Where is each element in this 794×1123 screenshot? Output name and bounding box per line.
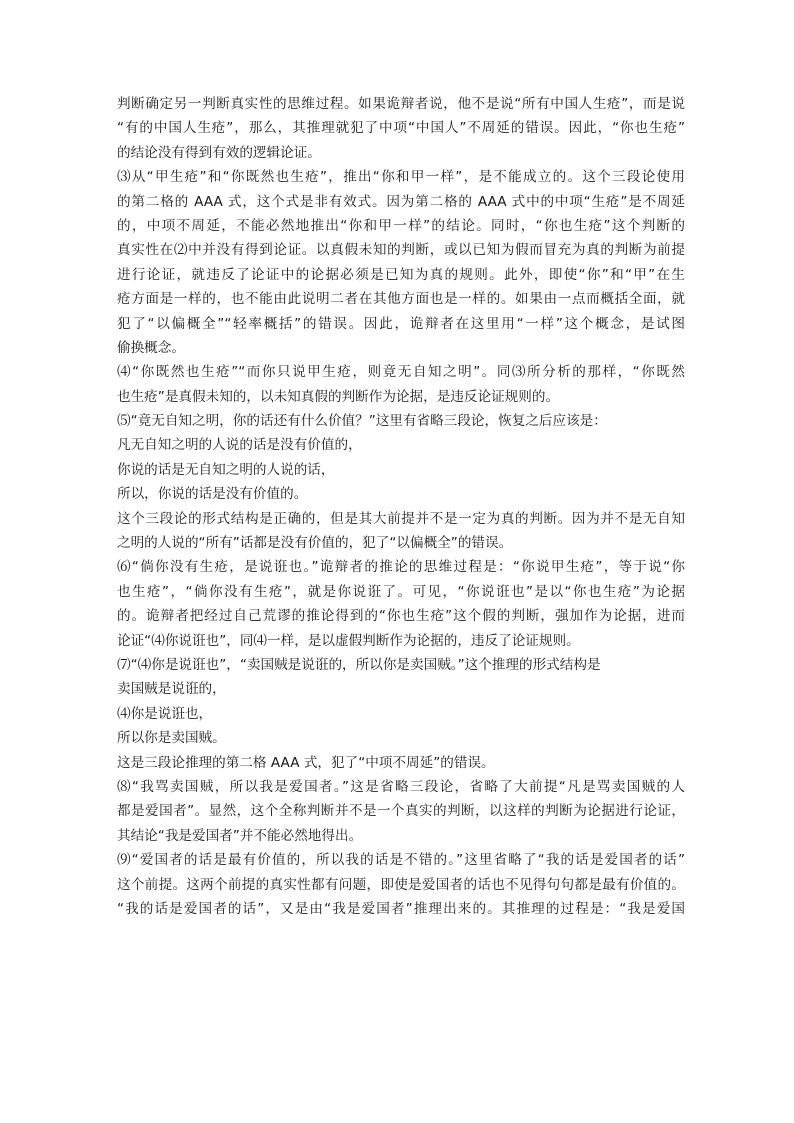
text-line: 判断确定另一判断真实性的思维过程。如果诡辩者说，他不是说“所有中国人生疮”，而是说 <box>117 96 685 112</box>
text-line: 真实性在⑵中并没有得到论证。以真假未知的判断，或以已知为假而冒充为真的判断为前提 <box>117 242 685 259</box>
text-line: ⑷你是说诳也， <box>117 705 213 722</box>
text-line: ⑼“爱国者的话是最有价值的，所以我的话是不错的。”这里省略了“我的话是爱国者的话” <box>117 852 685 869</box>
text-line: 其结论“我是爱国者”并不能必然地得出。 <box>117 827 363 844</box>
text-line: 犯了“以偏概全”“轻率概括”的错误。因此，诡辩者在这里用“一样”这个概念，是试图 <box>117 315 685 332</box>
text-line: 卖国贼是说诳的， <box>117 681 226 698</box>
text-line: ⑷“你既然也生疮”“而你只说甲生疮，则竟无自知之明”。同⑶所分析的那样，“你既然 <box>117 364 685 381</box>
text-line: 这是三段论推理的第二格 AAA 式，犯了“中项不周延”的错误。 <box>117 754 495 771</box>
text-line: 偷换概念。 <box>117 339 185 356</box>
text-line: 的第二格的 AAA 式，这个式是非有效式。因为第二格的 AAA 式中的中项“生疮”是不周延 <box>117 193 685 210</box>
text-line: 论证“⑷你说诳也”，同⑷一样，是以虚假判断作为论据的，违反了论证规则。 <box>117 632 580 649</box>
text-line: 所以，你说的话是没有价值的。 <box>117 486 308 503</box>
text-line: 都是爱国者”。显然，这个全称判断并不是一个真实的判断，以这样的判断为论据进行论证， <box>117 803 685 820</box>
document-body <box>117 92 685 921</box>
text-line: ⑶从“甲生疮”和“你既然也生疮”，推出“你和甲一样”，是不能成立的。这个三段论使用 <box>117 169 685 186</box>
text-line: 疮方面是一样的，也不能由此说明二者在其他方面也是一样的。如果由一点而概括全面，就 <box>117 291 685 308</box>
text-line: ⑺“⑷你是说诳也”，“卖国贼是说诳的，所以你是卖国贼。”这个推理的形式结构是 <box>117 656 601 673</box>
text-line: 这个前提。这两个前提的真实性都有问题，即使是爱国者的话也不见得句句都是最有价值的。 <box>117 876 685 893</box>
text-line: ⑸“竟无自知之明，你的话还有什么价值？”这里有省略三段论，恢复之后应该是： <box>117 413 607 430</box>
text-line: 也生疮”，“倘你没有生疮”，就是你说诳了。可见，“你说诳也”是以“你也生疮”为论据 <box>117 583 685 600</box>
text-line: 之明的人说的“所有”话都是没有价值的，犯了“以偏概全”的错误。 <box>117 535 513 552</box>
text-line: 凡无自知之明的人说的话是没有价值的， <box>117 437 362 454</box>
text-line: ⑻“我骂卖国贼，所以我是爱国者。”这是省略三段论，省略了大前提“凡是骂卖国贼的人 <box>117 778 685 795</box>
text-line: 也生疮”是真假未知的，以未知真假的判断作为论据，是违反论证规则的。 <box>117 388 560 405</box>
text-line: “我的话是爱国者的话”，又是由“我是爱国者”推理出来的。其推理的过程是：“我是爱国 <box>117 900 685 917</box>
text-line: “有的中国人生疮”，那么，其推理就犯了中项“中国人”不周延的错误。因此，“你也生疮” <box>117 120 685 137</box>
text-line: 的。诡辩者把经过自己荒谬的推论得到的“你也生疮”这个假的判断，强加作为论据，进而 <box>117 608 685 625</box>
text-line: 所以你是卖国贼。 <box>117 730 226 747</box>
text-line: 的结论没有得到有效的逻辑论证。 <box>117 144 321 161</box>
text-line: 你说的话是无自知之明的人说的话， <box>117 461 335 478</box>
text-line: 进行论证，就违反了论证中的论据必须是已知为真的规则。此外，即使“你”和“甲”在生 <box>117 266 685 283</box>
text-line: 的，中项不周延，不能必然地推出“你和甲一样”的结论。同时，“你也生疮”这个判断的 <box>117 217 685 234</box>
text-line: ⑹“倘你没有生疮，是说诳也。”诡辩者的推论的思维过程是：“你说甲生疮”，等于说“你 <box>117 559 685 576</box>
text-line: 这个三段论的形式结构是正确的，但是其大前提并不是一定为真的判断。因为并不是无自知 <box>117 510 685 527</box>
